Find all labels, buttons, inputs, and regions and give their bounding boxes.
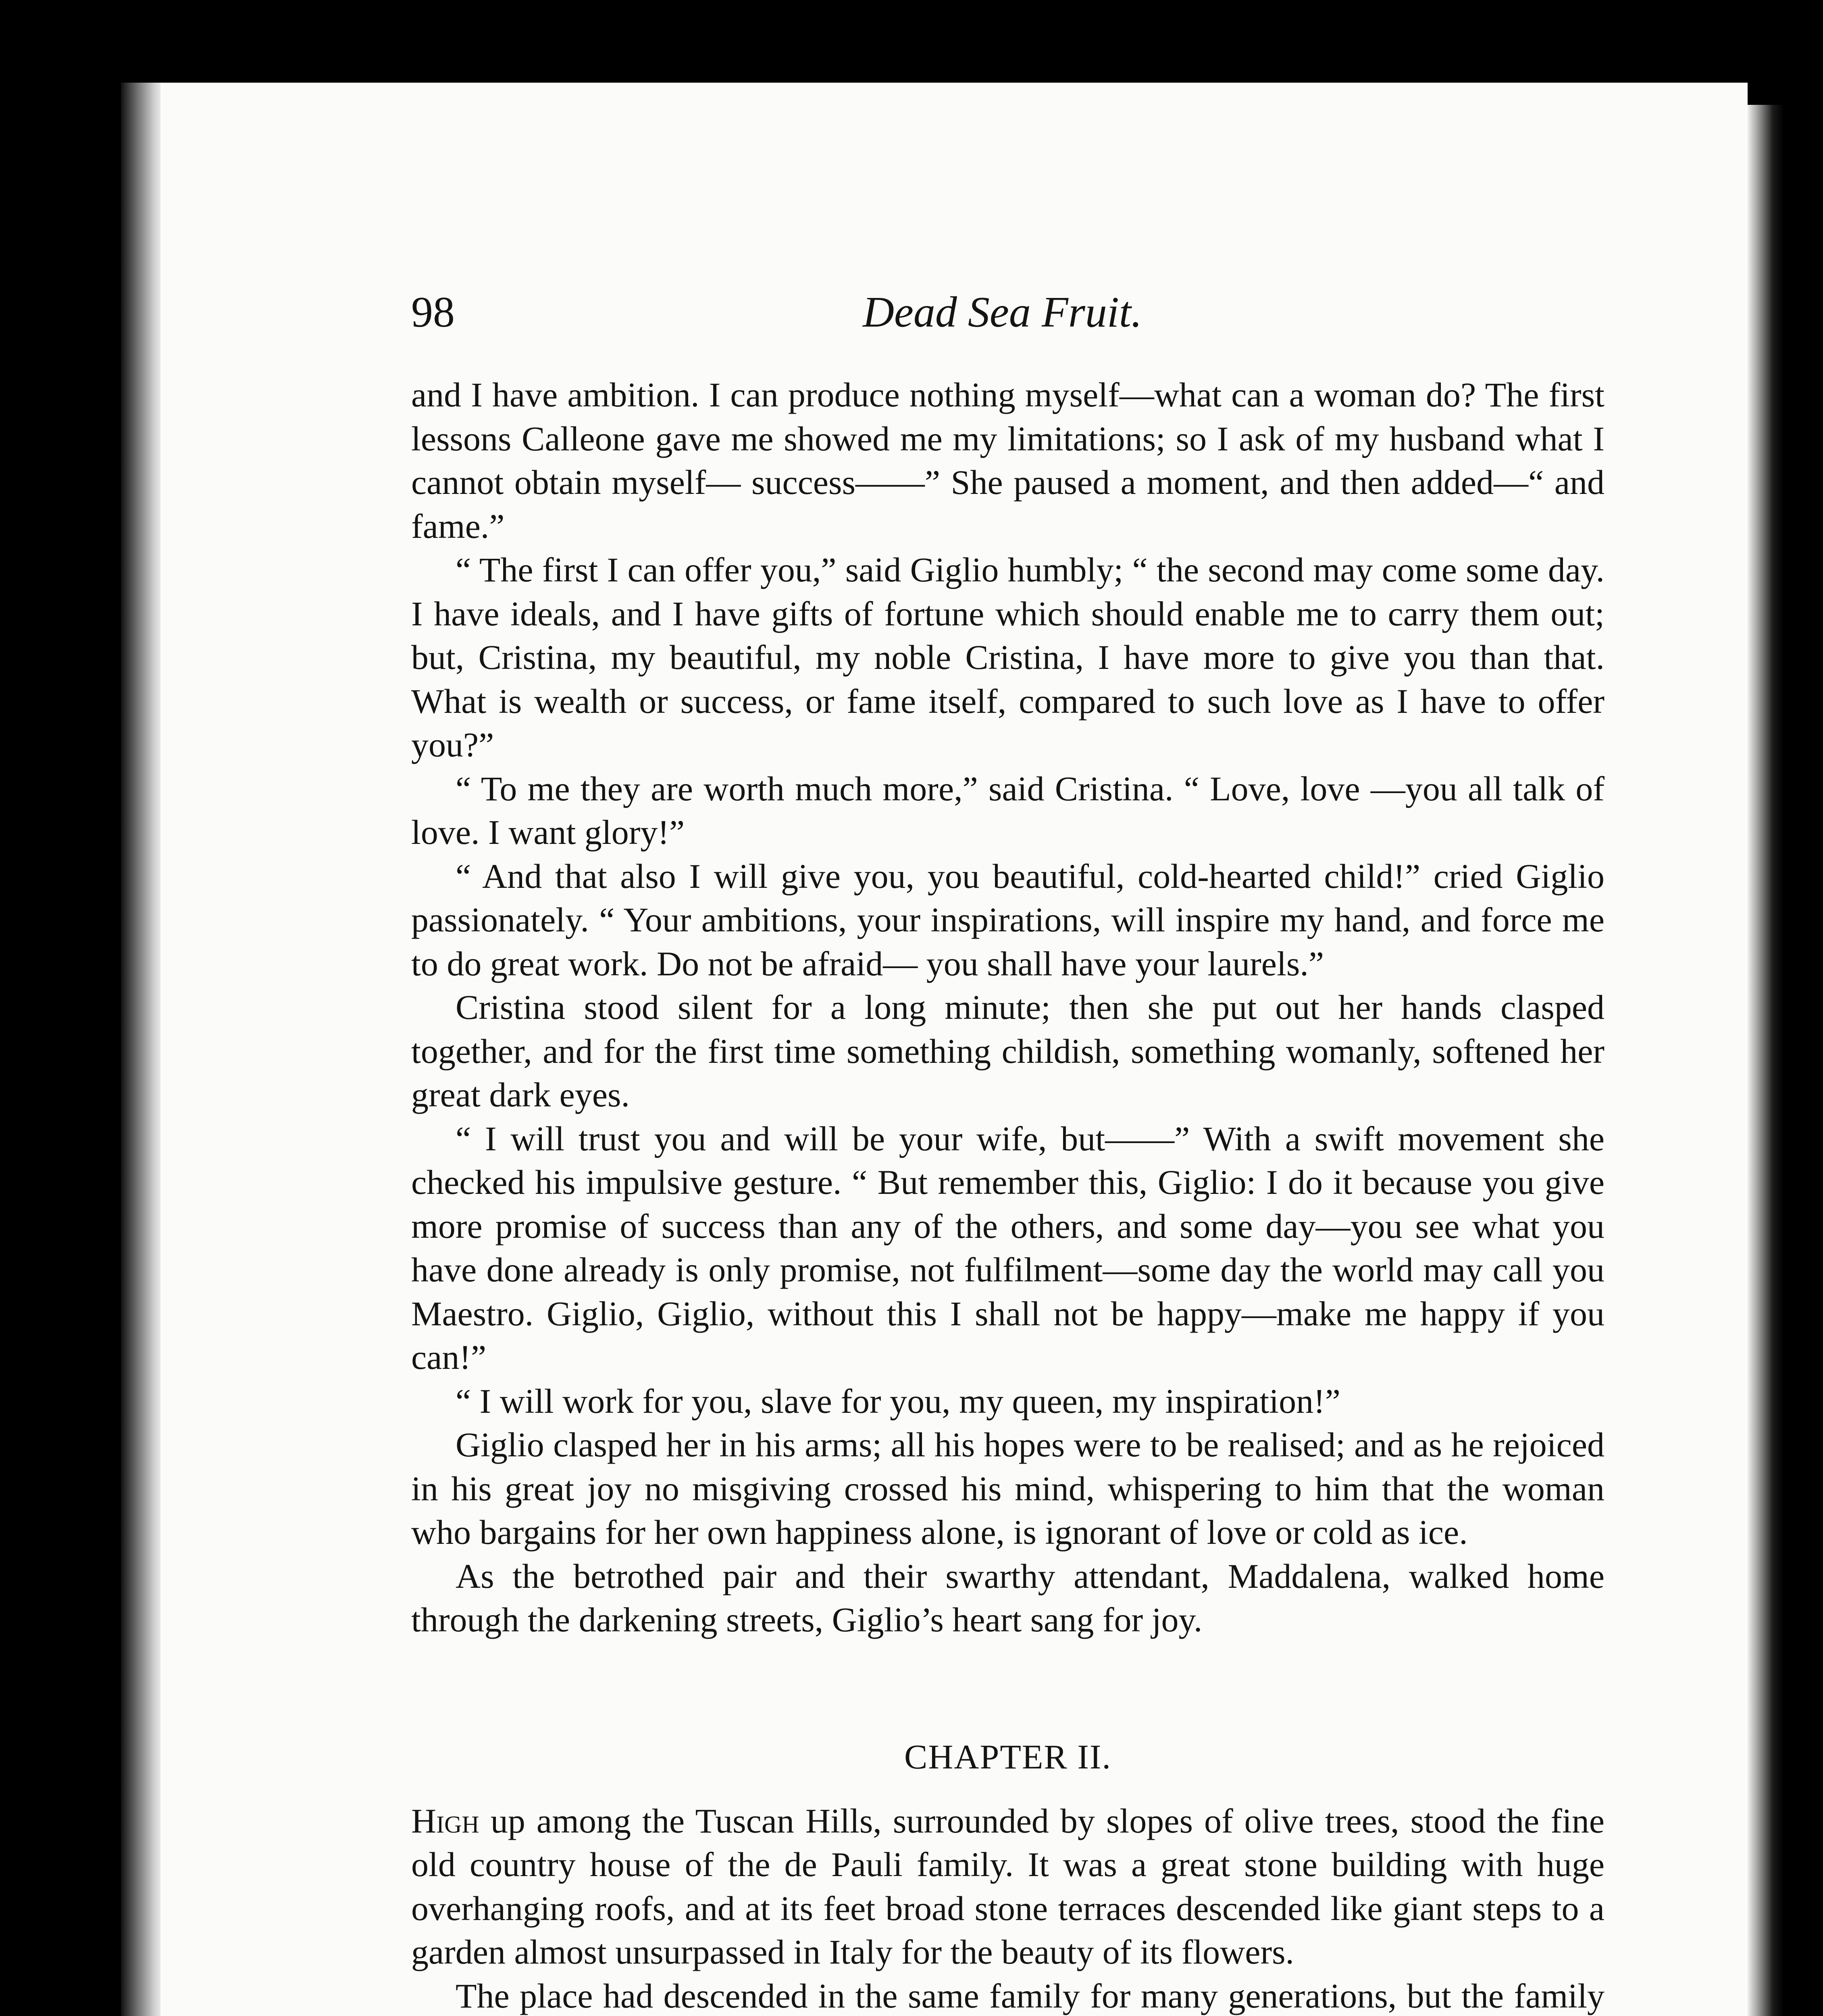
paragraph: and I have ambition. I can produce nothing myself—what can a woman do? The first lessons Calleone gave me showed me my limitations; so I ask of my husband what I cannot obtain myself— success——” She paused a moment, and then added—“ and fame.” <box>411 375 1604 546</box>
paragraph: “ I will trust you and will be your wife, but——” With a swift movement she checked his impulsive gesture. “ But remember this, Giglio: I do it because you give more promise of success than any of the others, and some day—you see what you have done already is only promise, not fulfilment—some day the world may call you Maestro. Giglio, Giglio, without this I shall not be happy—make me happy if you can!” <box>411 1119 1604 1377</box>
running-head <box>411 282 1613 343</box>
page-edge-shadow <box>1748 105 1784 2016</box>
paragraph: “ I will work for you, slave for you, my queen, my inspiration!” <box>456 1381 1340 1420</box>
chapter-opening-text: up among the Tuscan Hills, surrounded by slopes of olive trees, stood the fine old country house of the de Pauli family. It was a great stone building with huge overhanging roofs, and at its feet broad stone terraces descended like giant steps to a garden almost unsurpassed in Italy for the beauty of its flowers. <box>411 1801 1604 1971</box>
page-number: 98 <box>411 288 455 336</box>
paragraph: “ And that also I will give you, you beautiful, cold-hearted child!” cried Giglio passionately. “ Your ambitions, your inspirations, will inspire my hand, and force me to do great work. Do not be afraid— you shall have your laurels.” <box>411 856 1604 983</box>
gutter-shadow <box>121 83 165 2016</box>
paragraph: Cristina stood silent for a long minute; then she put out her hands clasped together, and for the first time something childish, something womanly, softened her great dark eyes. <box>411 988 1604 1114</box>
paragraph: “ To me they are worth much more,” said Cristina. “ Love, love —you all talk of love. I want glory!” <box>411 769 1604 852</box>
paragraph: “ The first I can offer you,” said Giglio humbly; “ the second may come some day. I have ideals, and I have gifts of fortune which should enable me to carry them out; but, Cristina, my beautiful, my noble Cristina, I have more to give you than that. What is wealth or success, or fame itself, compared to such love as I have to offer you?” <box>411 550 1604 764</box>
text-block <box>411 373 1604 2016</box>
paragraph: Giglio clasped her in his arms; all his hopes were to be realised; and as he rejoiced in his great joy no misgiving crossed his mind, whispering to him that the woman who bargains for her own happiness alone, is ignorant of love or cold as ice. <box>411 1425 1604 1552</box>
paragraph: As the betrothed pair and their swarthy attendant, Maddalena, walked home through the darkening streets, Giglio’s heart sang for joy. <box>411 1556 1604 1639</box>
chapter-opening-paragraph <box>411 1799 1604 1974</box>
chapter-heading: CHAPTER II. <box>904 1737 1112 1776</box>
paragraph: The place had descended in the same family for many generations, but the family <box>456 1976 1604 2015</box>
chapter-lead-word: High <box>411 1801 479 1840</box>
book-title: Dead Sea Fruit. <box>863 288 1142 336</box>
